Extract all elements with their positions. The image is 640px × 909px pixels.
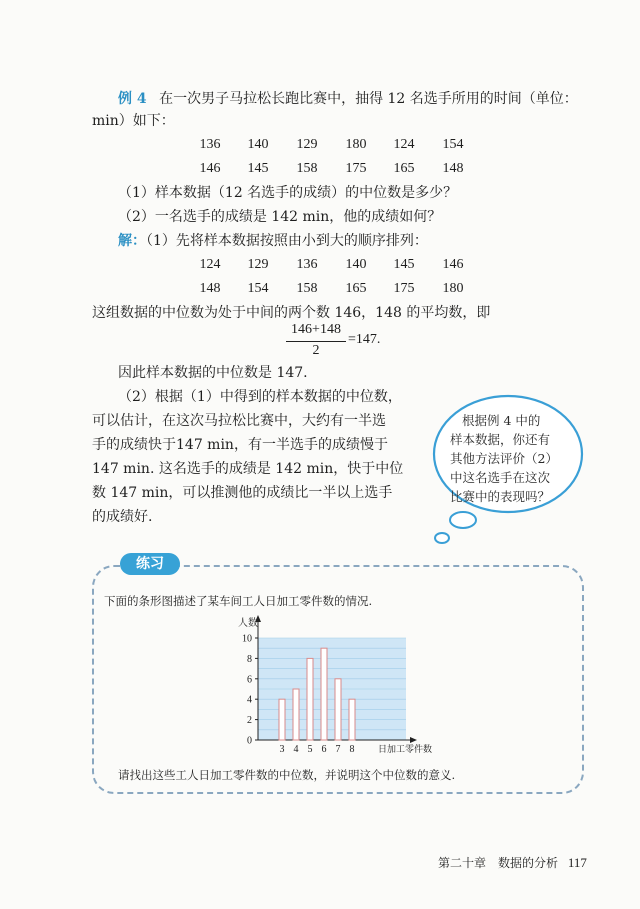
sorted-value: 148 bbox=[199, 281, 221, 296]
bubble-line: 比赛中的表现吗？ bbox=[450, 489, 551, 504]
x-axis-arrow bbox=[410, 737, 417, 743]
data-value: 154 bbox=[442, 137, 464, 152]
solution-step1 bbox=[118, 232, 428, 250]
example-label: 例 4 bbox=[118, 91, 147, 107]
sorted-value: 136 bbox=[296, 257, 318, 272]
part2-line: 手的成绩快于147 min，有一半选手的成绩慢于 bbox=[92, 437, 388, 453]
solution-label: 解： bbox=[118, 233, 146, 249]
x-tick-label: 6 bbox=[321, 744, 327, 755]
y-tick-label: 6 bbox=[247, 674, 252, 686]
bar-chart bbox=[220, 612, 460, 760]
fraction-denominator: 2 bbox=[312, 343, 320, 358]
x-tick-label: 8 bbox=[349, 744, 355, 755]
question-1: （1）样本数据（12 名选手的成绩）的中位数是多少？ bbox=[118, 185, 458, 201]
data-value: 124 bbox=[393, 137, 415, 152]
solution-step1-text: （1）先将样本数据按照由小到大的顺序排列： bbox=[146, 233, 428, 249]
question-2: （2）一名选手的成绩是 142 min，他的成绩如何？ bbox=[118, 209, 442, 225]
y-tick-label: 2 bbox=[247, 715, 252, 727]
x-tick-label: 7 bbox=[335, 744, 341, 755]
bar bbox=[307, 658, 313, 740]
part2-line: 数 147 min，可以推测他的成绩比一半以上选手 bbox=[92, 485, 393, 501]
bubble-line: 中这名选手在这次 bbox=[450, 470, 551, 485]
median-conclusion: 因此样本数据的中位数是 147. bbox=[118, 365, 308, 381]
page-number: 117 bbox=[567, 855, 587, 870]
y-tick-label: 4 bbox=[247, 694, 252, 706]
sorted-value: 129 bbox=[247, 257, 269, 272]
bubble-line: 根据例 4 中的 bbox=[462, 413, 541, 428]
data-value: 129 bbox=[296, 137, 318, 152]
page-footer bbox=[438, 854, 587, 871]
bar bbox=[293, 689, 299, 740]
median-explanation: 这组数据的中位数为处于中间的两个数 146，148 的平均数，即 bbox=[92, 305, 491, 321]
data-value: 180 bbox=[345, 137, 367, 152]
data-value: 145 bbox=[247, 161, 269, 176]
sorted-value: 175 bbox=[393, 281, 415, 296]
fraction-bar bbox=[286, 341, 346, 342]
sorted-value: 140 bbox=[345, 257, 367, 272]
bar bbox=[335, 679, 341, 740]
bubble-line: 样本数据，你还有 bbox=[450, 432, 551, 447]
chapter-title: 第二十章 数据的分析 bbox=[438, 856, 559, 870]
part2-line: 147 min. 这名选手的成绩是 142 min，快于中位 bbox=[92, 461, 404, 477]
fraction-numerator: 146+148 bbox=[291, 322, 341, 337]
exercise-intro: 下面的条形图描述了某车间工人日加工零件数的情况. bbox=[104, 594, 373, 608]
sorted-value: 145 bbox=[393, 257, 415, 272]
x-tick-label: 3 bbox=[279, 744, 285, 755]
bubble-line: 其他方法评价（2） bbox=[450, 451, 558, 466]
bar bbox=[321, 648, 327, 740]
example-line1: 在一次男子马拉松长跑比赛中，抽得 12 名选手所用的时间（单位： bbox=[159, 91, 578, 107]
data-row-1 bbox=[0, 137, 640, 155]
fraction-result: =147. bbox=[348, 332, 381, 347]
data-value: 146 bbox=[199, 161, 221, 176]
bar bbox=[349, 699, 355, 740]
sorted-value: 154 bbox=[247, 281, 269, 296]
x-tick-label: 4 bbox=[293, 744, 299, 755]
exercise-tag: 练习 bbox=[120, 553, 180, 575]
part2-line: （2）根据（1）中得到的样本数据的中位数， bbox=[118, 389, 402, 405]
data-value: 165 bbox=[393, 161, 415, 176]
sorted-row-2 bbox=[0, 281, 640, 299]
exercise-question: 请找出这些工人日加工零件数的中位数，并说明这个中位数的意义. bbox=[118, 768, 456, 782]
data-value: 140 bbox=[247, 137, 269, 152]
sorted-value: 158 bbox=[296, 281, 318, 296]
bar bbox=[279, 699, 285, 740]
example-line2: min）如下： bbox=[92, 113, 175, 129]
part2-line: 的成绩好. bbox=[92, 509, 153, 525]
sorted-value: 165 bbox=[345, 281, 367, 296]
sorted-row-1 bbox=[0, 257, 640, 275]
data-value: 148 bbox=[442, 161, 464, 176]
y-tick-label: 8 bbox=[247, 653, 252, 665]
data-value: 136 bbox=[199, 137, 221, 152]
sorted-value: 124 bbox=[199, 257, 221, 272]
x-tick-label: 5 bbox=[307, 744, 313, 755]
y-tick-label: 10 bbox=[242, 633, 252, 645]
y-axis-label: 人数 bbox=[238, 618, 258, 629]
sorted-value: 180 bbox=[442, 281, 464, 296]
part2-line: 可以估计，在这次马拉松比赛中，大约有一半选 bbox=[92, 413, 386, 429]
data-value: 175 bbox=[345, 161, 367, 176]
sorted-value: 146 bbox=[442, 257, 464, 272]
y-tick-label: 0 bbox=[247, 735, 252, 747]
data-row-2 bbox=[0, 161, 640, 179]
x-axis-label: 日加工零件数 bbox=[378, 745, 433, 755]
example-heading bbox=[118, 90, 578, 108]
data-value: 158 bbox=[296, 161, 318, 176]
